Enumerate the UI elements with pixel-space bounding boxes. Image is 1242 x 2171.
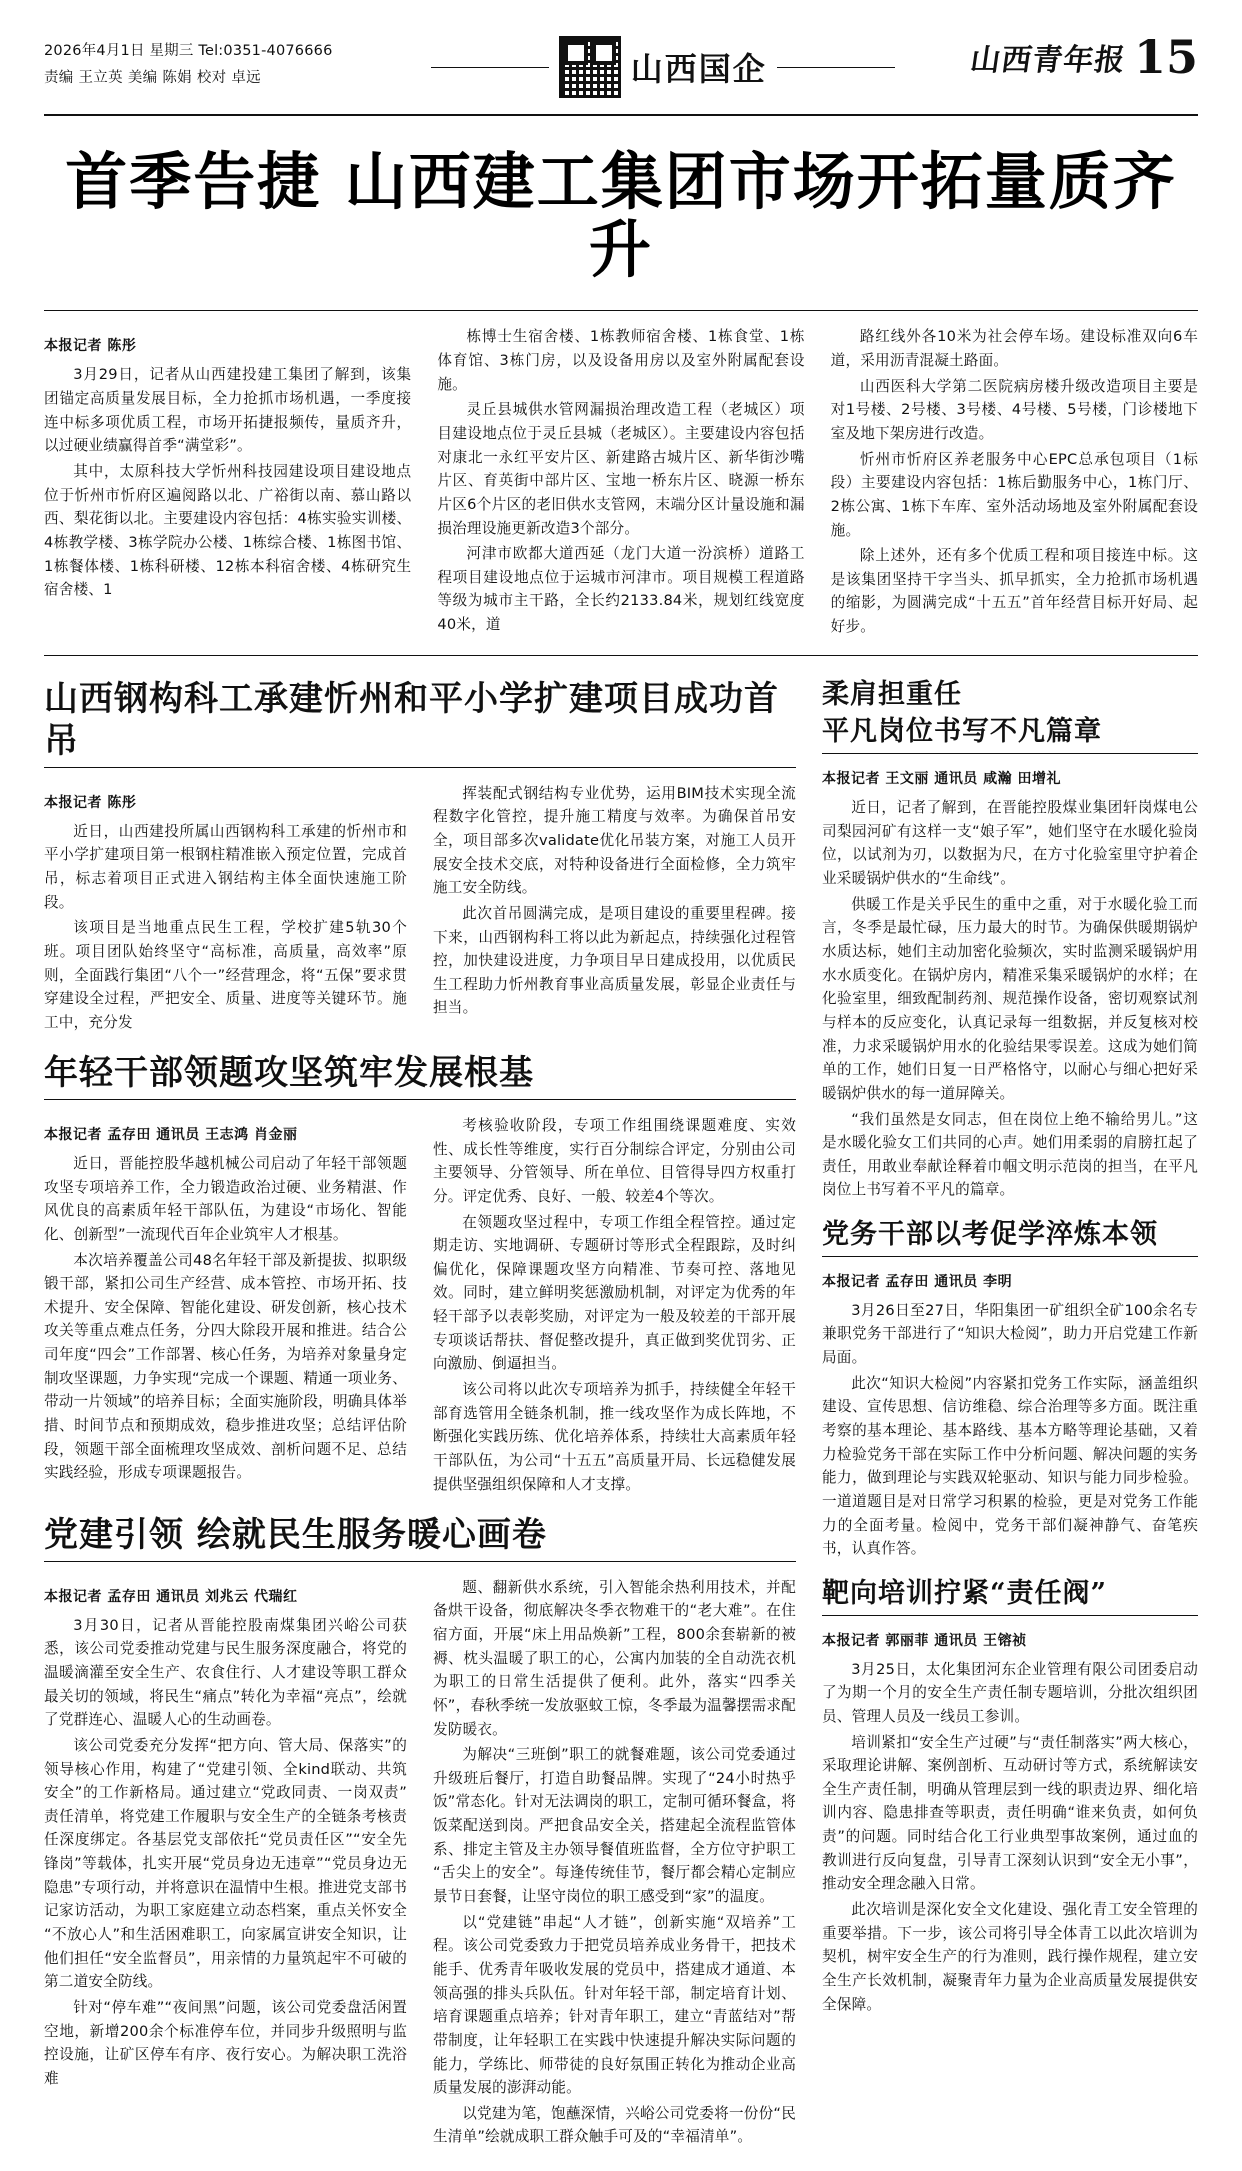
publication-date: 2026年4月1日 星期三 Tel:0351-4076666 bbox=[44, 43, 333, 59]
article-young-cadres bbox=[44, 1052, 796, 1498]
article2-title: 山西钢构科工承建忻州和平小学扩建项目成功首吊 bbox=[44, 678, 779, 762]
masthead bbox=[44, 30, 1198, 108]
article7-rule bbox=[822, 1615, 1198, 1616]
qr-code-icon[interactable] bbox=[559, 36, 621, 98]
article3-col-2 bbox=[433, 1114, 796, 1498]
masthead-info bbox=[44, 34, 333, 92]
masthead-divider bbox=[44, 114, 1198, 116]
article2-para: 此次首吊圆满完成，是项目建设的重要里程碑。接下来，山西钢构科工将以此为新起点，持续强化过程管控，加快建设进度，力争项目早日建成投用，以优质民生工程助力忻州教育事业高质量发展，彰显企业责任与担当。 bbox=[433, 904, 796, 1017]
lead-para: 栋博士生宿舍楼、1栋教师宿舍楼、1栋食堂、1栋体育馆、3栋门房，以及设备用房以及室外附属配套设施。 bbox=[437, 328, 805, 393]
article5-para: “我们虽然是女同志，但在岗位上绝不输给男儿。”这是水暖化验女工们共同的心声。她们用柔弱的肩膀扛起了责任，用敢业奉献诠释着巾帼文明示范岗的担当，在平凡岗位上书写着不平凡的篇章。 bbox=[822, 1110, 1198, 1199]
article4-rule bbox=[44, 1561, 796, 1562]
article7-para: 此次培训是深化安全文化建设、强化青工安全管理的重要举措。下一步，该公司将引导全体青工以此次培训为契机，树牢安全生产的行为准则，践行操作规程，建立安全生产长效机制，凝聚青年力量为企业高质量发展提供安全保障。 bbox=[822, 1901, 1198, 2013]
paper-logo: 山西青年报 bbox=[968, 43, 1128, 78]
article4-para: 为解决“三班倒”职工的就餐难题，该公司党委通过升级班后餐厅，打造自助餐品牌。实现了“24小时热乎饭”常态化。针对无法调岗的职工，定制可循环餐盒，将饭菜配送到岗。严把食品安全关，搭建起全流程监管体系、排定主管及主办领导餐值班监督，全方位守护职工“舌尖上的安全”。每逢传统佳节，餐厅都会精心定制应景节日套餐，让坚守岗位的职工感受到“家”的温度。 bbox=[433, 1746, 796, 1906]
article4-para: 3月30日，记者从晋能控股南煤集团兴峪公司获悉，该公司党委推动党建与民生服务深度融合，将党的温暖滴灌至安全生产、农食住行、人才建设等职工群众最关切的领域，将民生“痛点”转化为幸福“亮点”，绘就了党群连心、温暖人心的生动画卷。 bbox=[44, 1616, 407, 1729]
right-column-zone bbox=[822, 662, 1198, 2151]
article-women-workers bbox=[822, 678, 1198, 1202]
headline-divider bbox=[44, 310, 1198, 311]
section-title: 山西国企 bbox=[630, 50, 767, 88]
lower-section bbox=[44, 662, 1198, 2151]
article7-para: 培训紧扣“安全生产过硬”与“责任制落实”两大核心，采取理论讲解、案例剖析、互动研讨等方式，系统解读安全生产责任制，明确从管理层到一线的职责边界、细化培训内容、隐患排查等职责，责任明确“谁来负责，如何负责”的问题。同时结合化工行业典型事故案例，通过血的教训进行反向复盘，引导青工深刻认识到“安全无小事”，推动安全理念融入日常。 bbox=[822, 1733, 1198, 1893]
paper-brand bbox=[968, 30, 1198, 84]
article7-byline: 本报记者 郭丽菲 通讯员 王镕祯 bbox=[822, 1632, 1027, 1649]
section-banner bbox=[355, 36, 971, 98]
article5-title-line1: 柔肩担重任 bbox=[822, 678, 962, 710]
article-party-building bbox=[44, 1514, 796, 2151]
article3-byline: 本报记者 孟存田 通讯员 王志鸿 肖金丽 bbox=[44, 1126, 298, 1143]
article5-rule bbox=[822, 753, 1198, 754]
article-safety-training bbox=[822, 1577, 1198, 2016]
article6-rule bbox=[822, 1256, 1198, 1257]
lead-column-3 bbox=[831, 325, 1198, 640]
article2-para: 该项目是当地重点民生工程，学校扩建5轨30个班。项目团队始终坚守“高标准，高质量，高效率”原则，全面践行集团“八个一”经营理念，将“五保”要求贯穿建设全过程，严把安全、质量、进度等关键环节。施工中，充分发 bbox=[44, 919, 407, 1031]
lead-para: 河津市欧都大道西延（龙门大道一汾滨桥）道路工程项目建设地点位于运城市河津市。项目规模工程道路等级为城市主干路，全长约2133.84米，规划红线宽度40米，道 bbox=[437, 545, 805, 634]
article3-para: 近日，晋能控股华越机械公司启动了年轻干部领题攻坚专项培养工作，全力锻造政治过硬、业务精湛、作风优良的高素质年轻干部队伍，为建设“市场化、智能化、创新型”一流现代百年企业筑牢人才根基。 bbox=[44, 1154, 407, 1243]
article5-para: 供暖工作是关乎民生的重中之重，对于水暖化验工而言，冬季是最忙碌，压力最大的时节。为确保供暖期锅炉水质达标，她们主动加密化验频次，实时监测采暖锅炉用水水质变化。在锅炉房内，精准采集采暖锅炉的水样；在化验室里，细致配制药剂、规范操作设备，密切观察试剂与样本的反应变化，认真记录每一组数据，并反复核对校准，力求采暖锅炉用水的化验结果零误差。这成为她们简单的工作，她们日复一日严格恪守，以耐心与细心把好采暖锅炉供水的每一道屏障关。 bbox=[822, 895, 1198, 1102]
lead-para: 其中，太原科技大学忻州科技园建设项目建设地点位于忻州市忻府区遍阅路以北、广裕街以南、慕山路以西、梨花街以北。主要建设内容包括：4栋实验实训楼、4栋教学楼、3栋学院办公楼、1栋综合楼、1栋图书馆、1栋餐体楼、1栋科研楼、12栋本科宿舍楼、4栋研究生宿舍楼、1 bbox=[44, 462, 412, 599]
section-divider bbox=[44, 655, 1198, 656]
article3-para: 考核验收阶段，专项工作组围绕课题难度、实效性、成长性等维度，实行百分制综合评定，分别由公司主要领导、分管领导、所在单位、目管得导四方权重打分。评定优秀、良好、一般、较差4个等次。 bbox=[433, 1116, 796, 1205]
article3-col-1 bbox=[44, 1114, 407, 1498]
article5-byline: 本报记者 王文丽 通讯员 咸瀚 田增礼 bbox=[822, 771, 1061, 788]
article3-rule bbox=[44, 1099, 796, 1100]
article2-body bbox=[44, 782, 796, 1037]
banner-rule-left bbox=[431, 67, 549, 68]
lead-column-1 bbox=[44, 325, 411, 640]
lead-para: 灵丘县城供水管网漏损治理改造工程（老城区）项目建设地点位于灵丘县城（老城区）。主要建设内容包括对康北一永红平安片区、新建路古城片区、新华街沙嘴片区、育英街中部片区、宝地一桥东片区、晓源一桥东片区6个片区的老旧供水支管网，末端分区计量设施和漏损治理设施更新改造3个部分。 bbox=[437, 401, 805, 537]
lead-byline: 本报记者 陈彤 bbox=[44, 338, 137, 355]
article4-para: 以党建为笔，饱蘸深情，兴峪公司党委将一份份“民生清单”绘就成职工群众触手可及的“幸福清单”。 bbox=[433, 2104, 796, 2146]
lead-para: 路红线外各10米为社会停车场。建设标准双向6车道，采用沥青混凝土路面。 bbox=[830, 328, 1198, 370]
article2-col-2 bbox=[433, 782, 796, 1037]
article6-para: 3月26日至27日，华阳集团一矿组织全矿100余名专兼职党务干部进行了“知识大检阅”，助力开启党建工作新局面。 bbox=[822, 1301, 1198, 1367]
banner-rule-right bbox=[777, 67, 895, 68]
article3-body bbox=[44, 1114, 796, 1498]
main-headline: 首季告捷 山西建工集团市场开拓量质齐升 bbox=[65, 145, 1177, 287]
article6-byline: 本报记者 孟存田 通讯员 李明 bbox=[822, 1273, 1013, 1290]
lead-para: 山西医科大学第二医院病房楼升级改造项目主要是对1号楼、2号楼、3号楼、4号楼、5号楼，门诊楼地下室及地下架房进行改造。 bbox=[830, 377, 1198, 442]
article3-para: 本次培养覆盖公司48名年轻干部及新提拔、拟职级锻干部，紧扣公司生产经营、成本管控、市场开拓、技术提升、安全保障、智能化建设、研发创新，核心技术攻关等重点难点任务，分四大除段开展和推进。结合公司年度“四会”工作部署、核心任务，为培养对象量身定制攻坚课题，力争实现“完成一个课题、精通一项业务、带动一片领域”的培养目标；全面实施阶段，明确具体举措、时间节点和预期成效，稳步推进攻坚；总结评估阶段，领题干部全面梳理攻坚成效、剖析问题不足、总结实践经验，形成专项课题报告。 bbox=[44, 1251, 407, 1482]
article7-title: 靶向培训拧紧“责任阀” bbox=[822, 1577, 1108, 1609]
article4-title: 党建引领 绘就民生服务暖心画卷 bbox=[44, 1515, 547, 1556]
article3-para: 该公司将以此次专项培养为抓手，持续健全年轻干部育选管用全链条机制，推一线攻坚作为成长阵地，不断强化实践历练、优化培养体系，持续壮大高素质年轻干部队伍，为公司“十五五”高质量开局、长远稳健发展提供坚强组织保障和人才支撑。 bbox=[433, 1381, 796, 1493]
article5-para: 近日，记者了解到，在晋能控股煤业集团轩岗煤电公司梨园河矿有这样一支“娘子军”，她们坚守在水暖化验岗位，以试剂为刃，以数据为尺，在方寸化验室里守护着企业采暖锅炉供水的“生命线”。 bbox=[822, 799, 1198, 888]
article2-col-1 bbox=[44, 782, 407, 1037]
left-column-zone bbox=[44, 662, 796, 2151]
article2-rule bbox=[44, 767, 796, 768]
lead-para: 忻州市忻府区养老服务中心EPC总承包项目（1标段）主要建设内容包括：1栋后勤服务中心，1栋门厅、2栋公寓、1栋下车库、室外活动场地及室外附属配套设施。 bbox=[830, 450, 1198, 539]
lead-para: 3月29日，记者从山西建投建工集团了解到，该集团锚定高质量发展目标，全力抢抓市场机遇，一季度接连中标多项优质工程，市场开拓捷报频传，量质齐升，以过硬业绩赢得首季“满堂彩”。 bbox=[44, 366, 412, 455]
article2-byline: 本报记者 陈彤 bbox=[44, 794, 137, 811]
article4-para: 以“党建链”串起“人才链”，创新实施“双培养”工程。该公司党委致力于把党员培养成业务骨干，把技术能手、优秀青年吸收发展的党员中，搭建成才通道、本领高强的排头兵队伍。针对年轻干部，制定培育计划、培育课题重点培养；针对青年职工，建立“青蓝结对”帮带制度，让年轻职工在实践中快速提升解决实际问题的能力，学练比、师带徒的良好氛围正转化为推动企业高质量发展的澎湃动能。 bbox=[433, 1913, 796, 2097]
article3-para: 在领题攻坚过程中，专项工作组全程管控。通过定期走访、实地调研、专题研讨等形式全程跟踪，及时纠偏优化，保障课题攻坚方向精准、节奏可控、落地见效。同时，建立鲜明奖惩激励机制，对评定为优秀的年轻干部予以表彰奖励，对评定为一般及较差的干部开展专项谈话帮扶、督促整改提升，真正做到奖优罚劣、正向激励、倒逼担当。 bbox=[433, 1213, 796, 1373]
article4-para: 题、翻新供水系统，引入智能余热利用技术，并配备烘干设备，彻底解决冬季衣物难干的“老大难”。在住宿方面，开展“床上用品焕新”工程，800余套崭新的被褥、枕头温暖了职工的心，公寓内加装的全自动洗衣机为职工的日常生活提供了便利。此外，落实“四季关怀”，春秋季统一发放驱蚊工惊，冬季最为温馨摆需求配发防暖衣。 bbox=[433, 1578, 796, 1738]
article7-para: 3月25日，太化集团河东企业管理有限公司团委启动了为期一个月的安全生产责任制专题培训，分批次组织团员、管理人员及一线员工参训。 bbox=[822, 1660, 1198, 1725]
article-steel-structure bbox=[44, 678, 796, 1037]
article4-para: 该公司党委充分发挥“把方向、管大局、保落实”的领导核心作用，构建了“党建引领、全kind联动、共筑安全”的工作新格局。通过建立“党政同责、一岗双责”责任清单，将党建工作履职与安全生产的全链条考核责任深度绑定。各基层党支部依托“党员责任区”“安全先锋岗”等载体，扎实开展“党员身边无违章”“党员身边无隐患”专项行动，并将意识在温情中生根。推进党支部书记家访活动，为职工家庭建立动态档案，重点关怀安全“不放心人”和生活困难职工，向家属宣讲安全知识，让他们担任“安全监督员”，用亲情的力量筑起牢不可破的第二道安全防线。 bbox=[44, 1736, 407, 1991]
article-party-cadre-exam bbox=[822, 1218, 1198, 1561]
lead-para: 除上述外，还有多个优质工程和项目接连中标。这是该集团坚持干字当头、抓早抓实，全力抢抓市场机遇的缩影，为圆满完成“十五五”首年经营目标开好局、起好步。 bbox=[830, 547, 1198, 636]
article4-byline: 本报记者 孟存田 通讯员 刘兆云 代瑞红 bbox=[44, 1588, 298, 1605]
article4-col-2 bbox=[433, 1576, 796, 2151]
article6-para: 此次“知识大检阅”内容紧扣党务工作实际，涵盖组织建设、宣传思想、信访维稳、综合治理等多方面。既注重考察的基本理论、基本路线、基本方略等理论基础，又着力检验党务干部在实际工作中分析问题、解决问题的实务能力，做到理论与实践双轮驱动、知识与能力同步检验。一道道题目是对日常学习积累的检验，更是对党务工作能力的全面考量。检阅中，党务干部们凝神静气、奋笔疾书，认真作答。 bbox=[822, 1374, 1198, 1558]
article6-title: 党务干部以考促学淬炼本领 bbox=[822, 1219, 1158, 1251]
article5-title-line2: 平凡岗位书写不凡篇章 bbox=[822, 716, 1102, 748]
article2-para: 挥装配式钢结构专业优势，运用BIM技术实现全流程数字化管控，提升施工精度与效率。为确保首吊安全，项目部多次validate优化吊装方案，对施工人员开展安全技术交底，对特种设备进行全面检修，全力筑牢施工安全防线。 bbox=[433, 784, 796, 897]
page-number: 15 bbox=[1133, 30, 1198, 84]
article4-para: 针对“停车难”“夜间黑”问题，该公司党委盘活闲置空地，新增200余个标准停车位，并同步升级照明与监控设施，让矿区停车有序、夜行安心。为解决职工洗浴难 bbox=[44, 1998, 407, 2087]
article2-para: 近日，山西建投所属山西钢构科工承建的忻州市和平小学扩建项目第一根钢柱精准嵌入预定位置，完成首吊，标志着项目正式进入钢结构主体全面快速施工阶段。 bbox=[44, 822, 407, 911]
article4-body bbox=[44, 1576, 796, 2151]
lead-column-2 bbox=[437, 325, 804, 640]
lead-article bbox=[44, 325, 1198, 640]
article4-col-1 bbox=[44, 1576, 407, 2151]
editor-credits: 责编 王立英 美编 陈娟 校对 卓远 bbox=[44, 69, 261, 86]
article3-title: 年轻干部领题攻坚筑牢发展根基 bbox=[44, 1053, 534, 1094]
